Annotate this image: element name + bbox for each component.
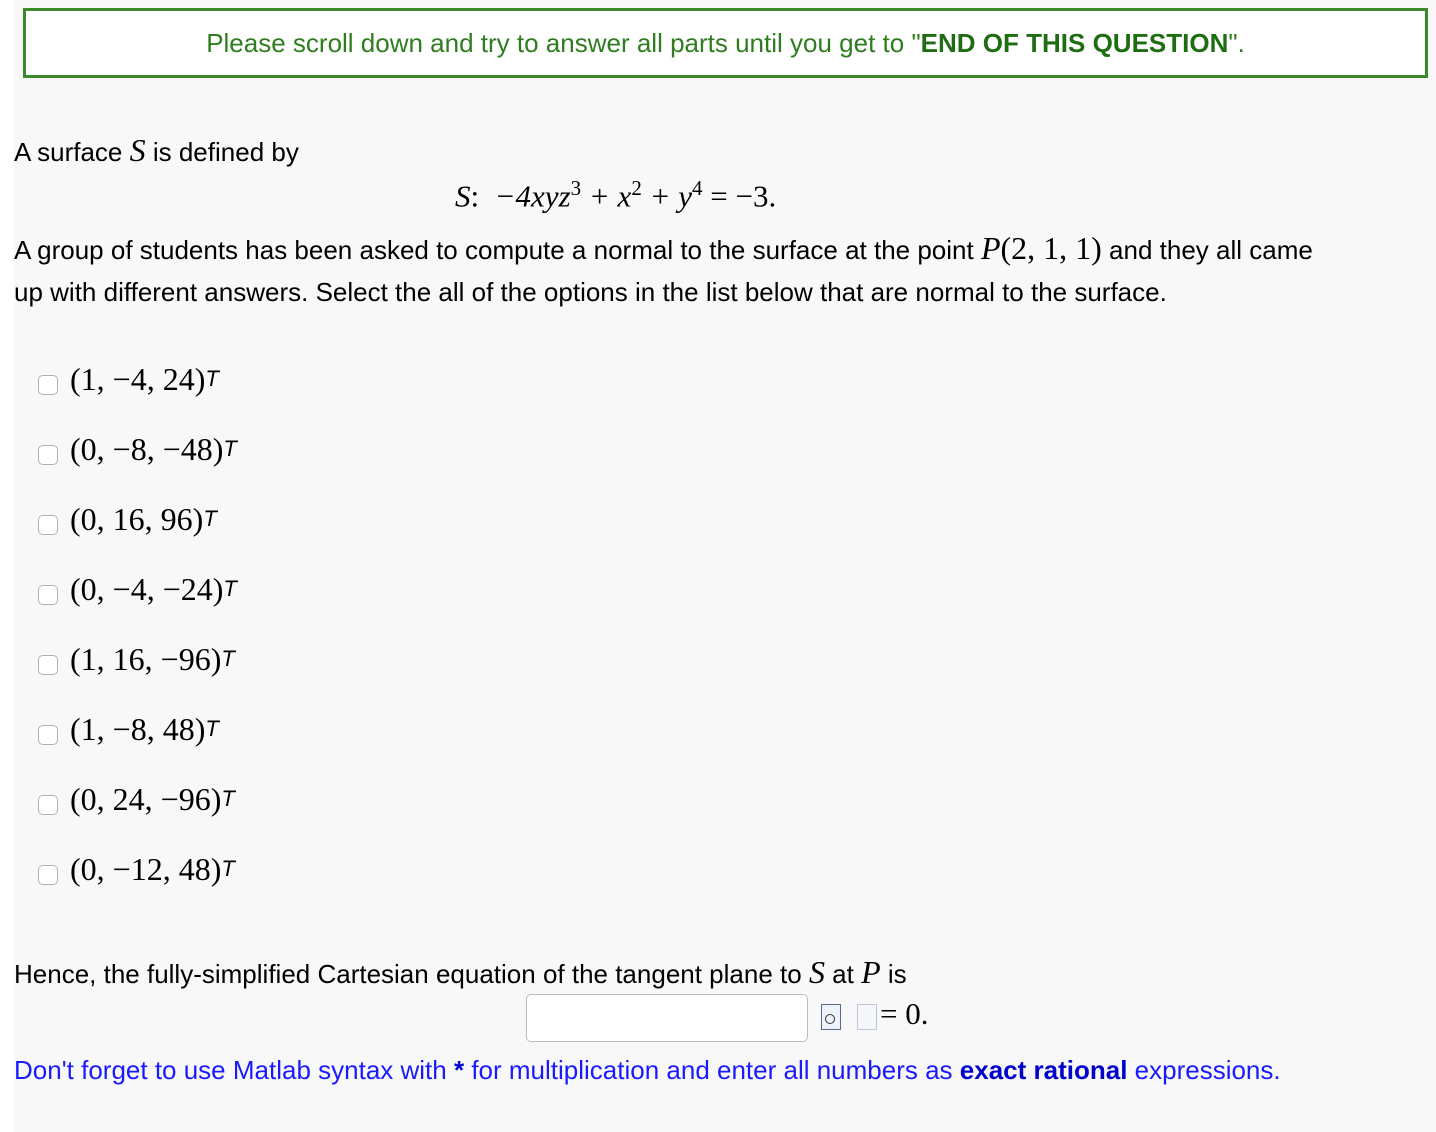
transpose-sup: T — [221, 646, 235, 671]
transpose-sup: T — [205, 366, 219, 391]
tangent-suffix: is — [880, 959, 907, 989]
option-checkbox[interactable] — [38, 795, 58, 815]
option-8[interactable] — [38, 834, 237, 904]
option-4[interactable] — [38, 554, 237, 624]
point-label: P — [980, 230, 1001, 266]
hint-mid: for multiplication and enter all numbers as — [464, 1055, 960, 1085]
eq-rhs: = −3. — [710, 178, 777, 214]
option-label: (1, 16, −96) — [70, 640, 222, 677]
tangent-p: P — [861, 954, 881, 990]
question-prefix: A group of students has been asked to compute a normal to the surface at the point — [14, 235, 981, 265]
option-label: (0, −12, 48) — [70, 850, 222, 887]
hint-star: * — [453, 1055, 465, 1085]
tangent-question — [14, 950, 907, 996]
option-label: (0, −8, −48) — [70, 430, 224, 467]
option-5[interactable] — [38, 624, 237, 694]
eq-term2: + x — [588, 178, 632, 214]
preview-icon[interactable] — [821, 1004, 841, 1030]
eq-colon: : — [470, 178, 480, 214]
eq-term2-exp: 2 — [631, 176, 642, 200]
option-label: (0, −4, −24) — [70, 570, 224, 607]
option-label: (0, 24, −96) — [70, 780, 222, 817]
eq-term3: + y — [649, 178, 693, 214]
transpose-sup: T — [203, 506, 217, 531]
surface-symbol: S — [129, 132, 146, 168]
option-7[interactable] — [38, 764, 237, 834]
transpose-sup: T — [221, 786, 235, 811]
option-checkbox[interactable] — [38, 655, 58, 675]
tangent-prefix: Hence, the fully-simplified Cartesian equation of the tangent plane to — [14, 959, 809, 989]
eq-lhs: S — [455, 178, 471, 214]
syntax-check-icon[interactable] — [857, 1004, 877, 1030]
transpose-sup: T — [221, 856, 235, 881]
option-2[interactable] — [38, 414, 237, 484]
option-label: (0, 16, 96) — [70, 500, 204, 537]
option-checkbox[interactable] — [38, 865, 58, 885]
option-label: (1, −8, 48) — [70, 710, 206, 747]
option-checkbox[interactable] — [38, 585, 58, 605]
notice-end: ". — [1228, 27, 1245, 58]
eq-term1: −4xyz — [494, 178, 571, 214]
tangent-plane-input[interactable] — [526, 994, 808, 1042]
eq-term3-exp: 4 — [692, 176, 703, 200]
notice-bold: END OF THIS QUESTION — [920, 27, 1229, 58]
hint-suffix: expressions. — [1127, 1055, 1281, 1085]
hint-bold: exact rational — [959, 1055, 1128, 1085]
point-coords: (2, 1, 1) — [1000, 230, 1102, 266]
intro-suffix: is defined by — [145, 137, 299, 167]
option-3[interactable] — [38, 484, 237, 554]
options-list — [38, 344, 237, 904]
option-checkbox[interactable] — [38, 725, 58, 745]
tangent-mid: at — [824, 959, 862, 989]
option-label: (1, −4, 24) — [70, 360, 206, 397]
surface-equation — [455, 176, 776, 214]
option-checkbox[interactable] — [38, 445, 58, 465]
option-checkbox[interactable] — [38, 515, 58, 535]
notice-text: Please scroll down and try to answer all parts until you get to " — [206, 27, 921, 58]
tangent-s: S — [808, 954, 825, 990]
eq-term1-exp: 3 — [570, 176, 582, 200]
question-line1 — [14, 226, 1313, 272]
scroll-notice — [23, 8, 1428, 78]
matlab-hint — [14, 1048, 1281, 1092]
option-6[interactable] — [38, 694, 237, 764]
transpose-sup: T — [205, 716, 219, 741]
intro-text — [14, 128, 299, 174]
transpose-sup: T — [223, 436, 237, 461]
option-1[interactable] — [38, 344, 237, 414]
option-checkbox[interactable] — [38, 375, 58, 395]
equals-zero: = 0. — [880, 996, 929, 1031]
hint-prefix: Don't forget to use Matlab syntax with — [14, 1055, 454, 1085]
intro-prefix: A surface — [14, 137, 130, 167]
transpose-sup: T — [223, 576, 237, 601]
question-suffix: and they all came — [1101, 235, 1313, 265]
question-line2: up with different answers. Select the all of the options in the list below that are normal to the surface. — [14, 277, 1167, 307]
